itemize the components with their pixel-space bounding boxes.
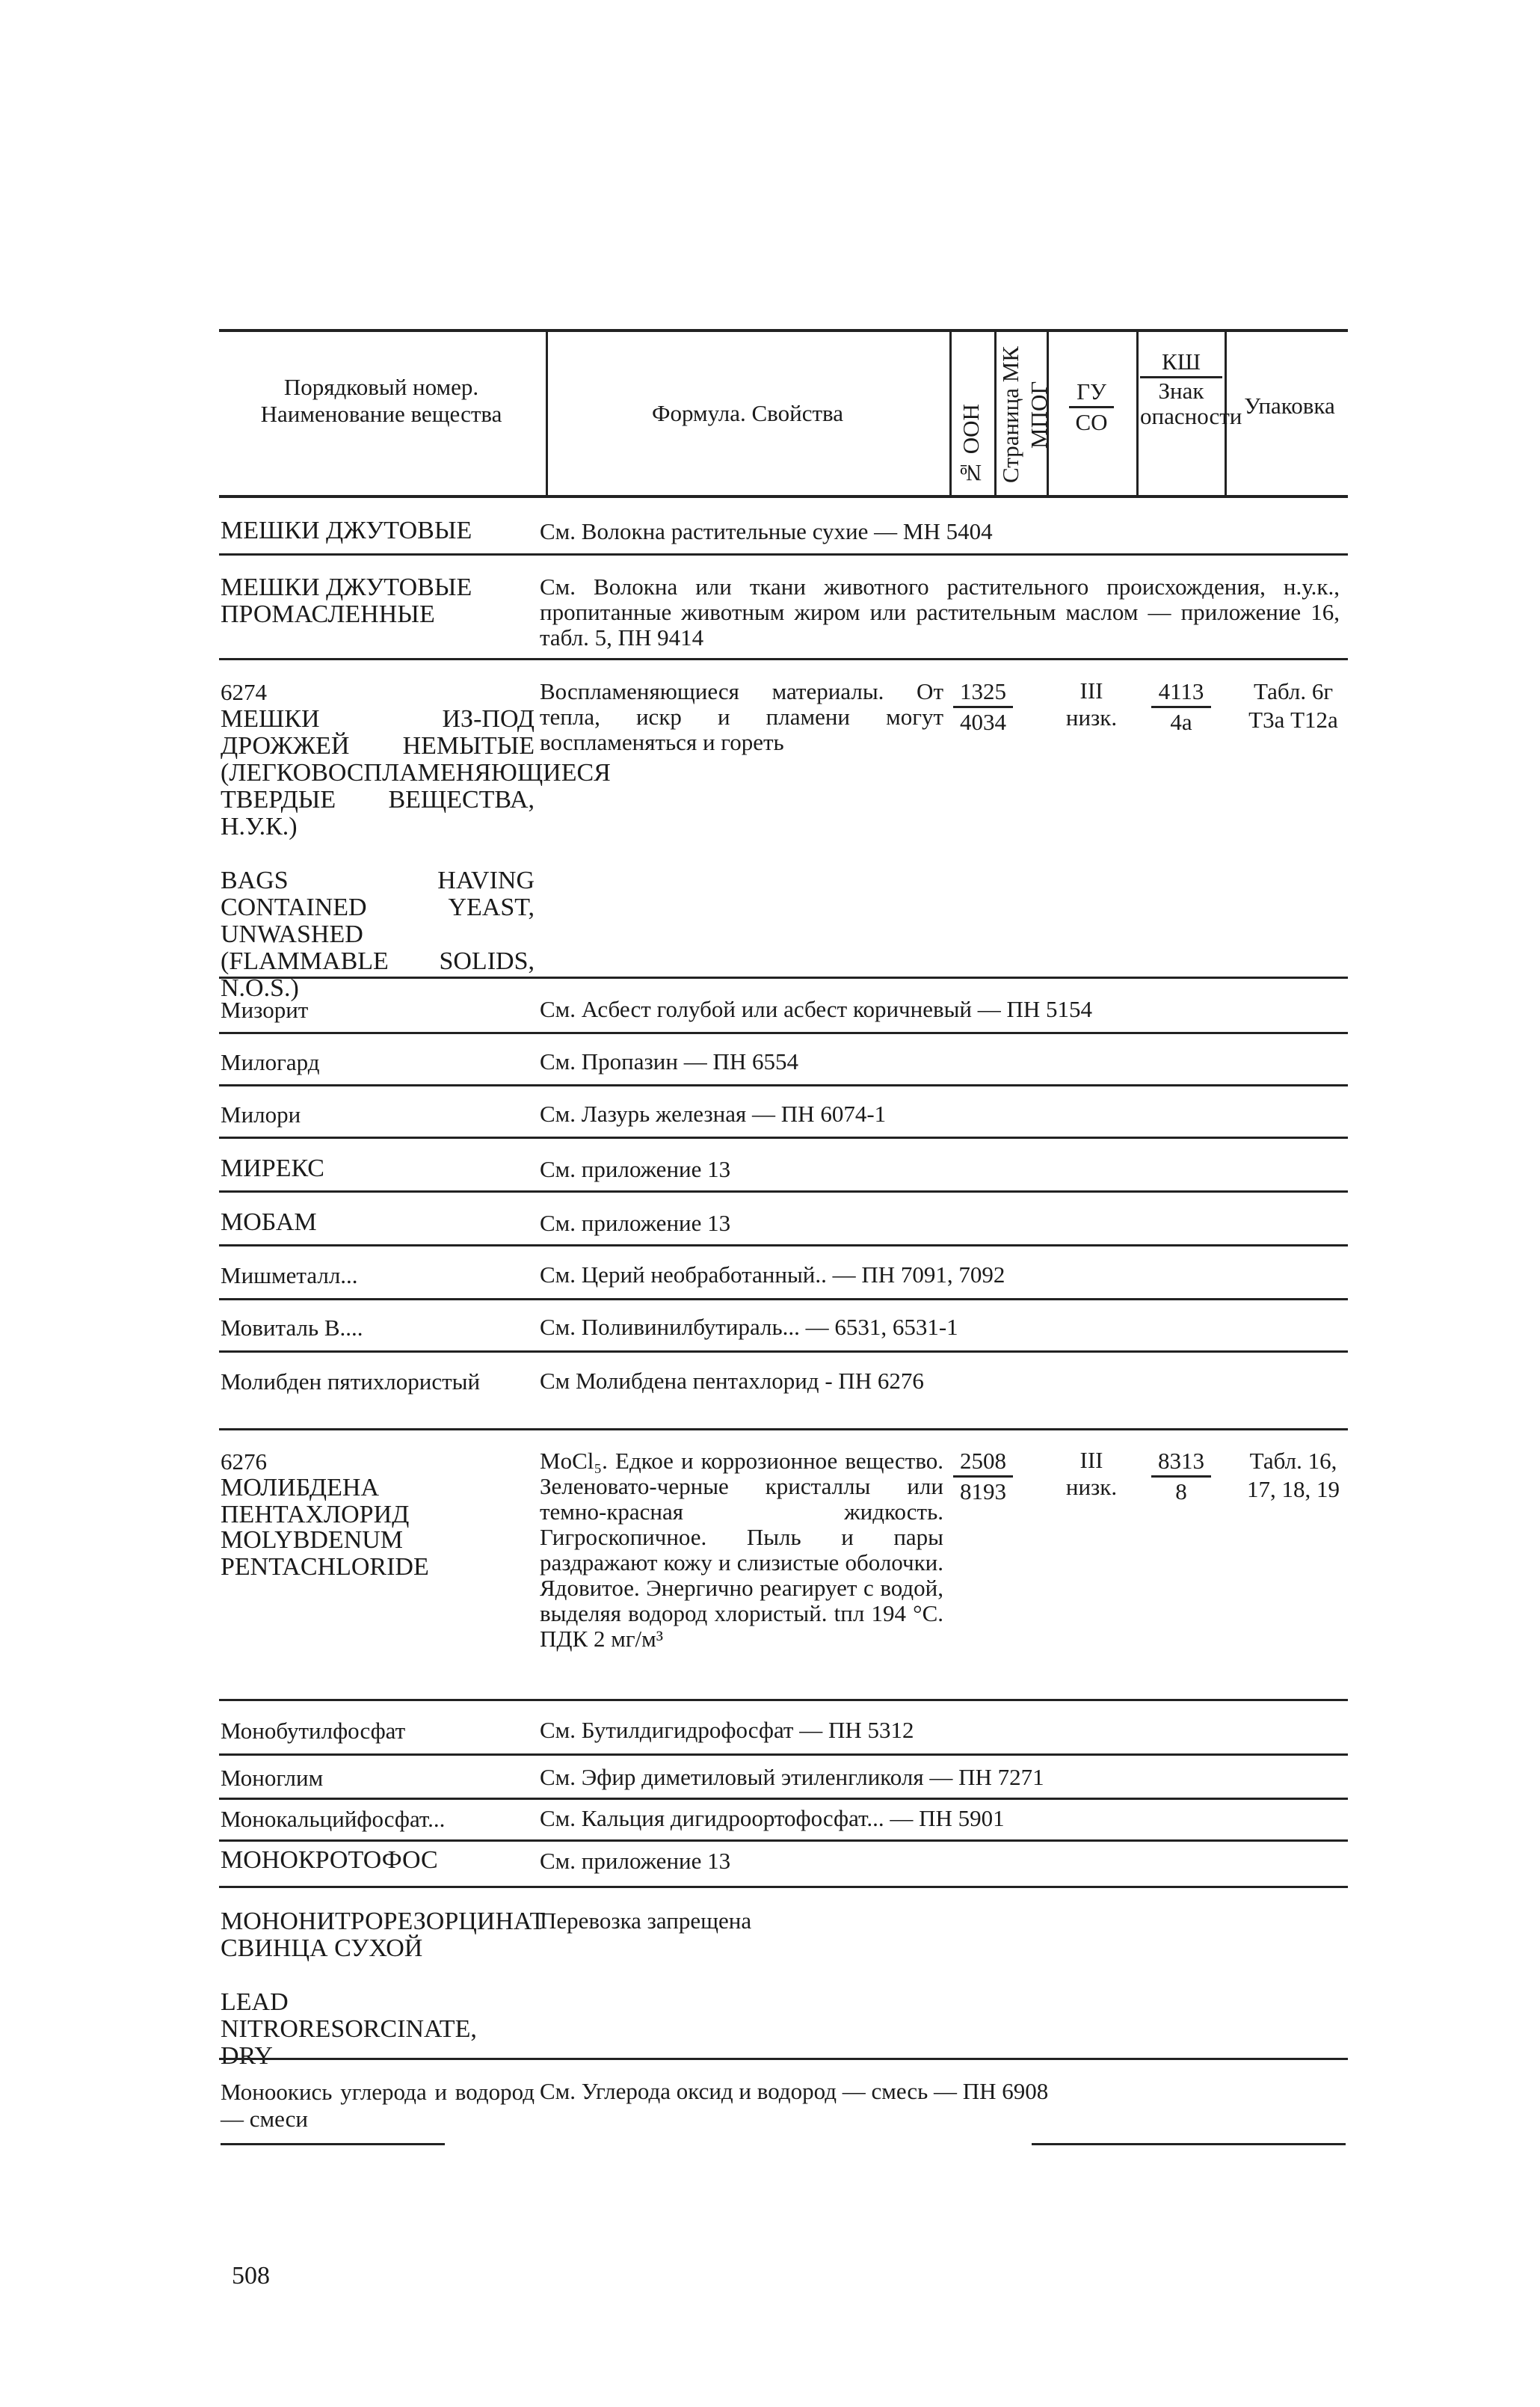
table-top-rule: [219, 329, 1348, 332]
row-rule: [219, 1839, 1348, 1842]
col-divider: [546, 329, 548, 495]
page-number: 508: [232, 2262, 270, 2290]
row-desc: См. Поливинилбутираль... — 6531, 6531-1: [540, 1314, 958, 1340]
row-rule: [219, 658, 1348, 660]
row-name: Милори: [221, 1101, 301, 1128]
row-rule: [1032, 2143, 1346, 2145]
row-name: Моноглим: [221, 1765, 324, 1791]
un-number: $\frac{2508}{8193}$: [953, 1447, 1013, 1506]
row-number: 6276: [221, 1448, 267, 1475]
row-rule: [219, 1753, 1348, 1756]
row-name: Мовиталь В....: [221, 1315, 363, 1341]
row-name: Мизорит: [221, 997, 309, 1023]
row-rule: [219, 2058, 1348, 2060]
header-ksh: КШ Знак опасности: [1140, 348, 1242, 429]
row-name: МЕШКИ ДЖУТОВЫЕ: [221, 517, 472, 544]
row-name: МОБАМ: [221, 1208, 317, 1236]
header-pack: Упаковка: [1244, 393, 1335, 419]
header-page: Страница МК МПОГ: [997, 346, 1052, 484]
row-name-ru: МОНОНИТРОРЕЗОРЦИНАТ СВИНЦА СУХОЙ: [221, 1908, 546, 1962]
row-desc: Перевозка запрещена: [540, 1908, 752, 1934]
un-number: $\frac{1325}{4034}$: [953, 677, 1013, 737]
row-desc: См. приложение 13: [540, 1210, 731, 1236]
row-rule: [219, 1190, 1348, 1193]
row-rule: [219, 1886, 1348, 1888]
header-un: № ООН: [958, 404, 984, 486]
row-desc: См Молибдена пентахлорид - ПН 6276: [540, 1368, 924, 1394]
row-name: МИРЕКС: [221, 1155, 324, 1182]
row-name: Милогард: [221, 1049, 320, 1075]
row-name: Молибден пятихлористый: [221, 1368, 481, 1395]
header-bottom-rule: [219, 495, 1348, 498]
row-rule: [219, 1298, 1348, 1300]
row-desc: См. Лазурь железная — ПН 6074-1: [540, 1101, 887, 1127]
row-desc: См. Бутилдигидрофосфат — ПН 5312: [540, 1717, 914, 1743]
row-name: Мишметалл...: [221, 1262, 358, 1288]
row-name-ru: МЕШКИ ИЗ-ПОД ДРОЖЖЕЙ НЕМЫТЫЕ (ЛЕГКОВОСПЛАМЕНЯЮЩИЕСЯ ТВЕРДЫЕ ВЕЩЕСТВА, Н.У.К.): [221, 705, 611, 840]
row-name-ru: МОЛИБДЕНА ПЕНТАХЛОРИД: [221, 1474, 410, 1528]
row-name-en: LEAD NITRORESORCINATE, DRY: [221, 1988, 477, 2070]
row-name: Монокальцийфосфат...: [221, 1806, 446, 1832]
row-number: 6274: [221, 679, 267, 705]
row-desc: См. Кальция дигидроортофосфат... — ПН 5901: [540, 1805, 1005, 1831]
row-rule: [219, 1032, 1348, 1034]
row-desc: См. Углерода оксид и водород — смесь — ПН 6908: [540, 2078, 1049, 2104]
row-name: МОНОКРОТОФОС: [221, 1846, 438, 1874]
row-desc: См. Волокна растительные сухие — МН 5404: [540, 518, 993, 544]
row-rule: [219, 1084, 1348, 1086]
row-name: Монобутилфосфат: [221, 1718, 406, 1744]
row-desc: MoCl₅. Едкое и коррозионное вещество. Зеленовато-черные кристаллы или темно-красная жидкость. Гигроскопичное. Пыль и пары раздражают кожу и слизистые оболочки. Ядовитое. Энергично реагирует с водой, выделяя водород хлористый. tпл 194 °С. ПДК 2 мг/м³: [540, 1448, 943, 1652]
col-divider: [949, 329, 952, 495]
row-name: МЕШКИ ДЖУТОВЫЕ ПРОМАСЛЕННЫЕ: [221, 574, 472, 628]
row-rule: [219, 1137, 1348, 1139]
row-rule: [219, 1244, 1348, 1246]
row-desc: См. приложение 13: [540, 1848, 731, 1874]
row-desc: См. Церий необработанный.. — ПН 7091, 7092: [540, 1261, 1005, 1288]
header-name: Порядковый номер. Наименование вещества: [260, 374, 502, 427]
row-desc: См. Асбест голубой или асбест коричневый — ПН 5154: [540, 996, 1093, 1022]
row-name-en: BAGS HAVING CONTAINED YEAST, UNWASHED (FLAMMABLE SOLIDS, N.O.S.): [221, 867, 535, 1002]
row-rule: [219, 977, 1348, 979]
row-rule: [219, 553, 1348, 556]
row-desc: См. приложение 13: [540, 1156, 731, 1182]
ksh-code: $\frac{8313}{8}$: [1151, 1447, 1211, 1506]
gu-class: III низк.: [1065, 1447, 1118, 1500]
row-rule: [219, 1798, 1348, 1800]
header-gu: ГУ СО: [1069, 378, 1114, 437]
row-rule: [221, 2143, 445, 2145]
row-desc: См. Волокна или ткани животного растительного происхождения, н.у.к., пропитанные животным жиром или растительным маслом — приложение 16, табл. 5, ПН 9414: [540, 574, 1340, 651]
row-rule: [219, 1699, 1348, 1701]
header-formula: Формула. Свойства: [652, 400, 843, 426]
row-desc: Воспламеняющиеся материалы. От тепла, искр и пламени могут воспламеняться и гореть: [540, 678, 943, 755]
packing: Табл. 16, 17, 18, 19: [1247, 1448, 1340, 1502]
ksh-code: 4113 4а: [1151, 677, 1211, 737]
row-name: Моноокись углерода и водород — смеси: [221, 2079, 535, 2132]
row-desc: См. Пропазин — ПН 6554: [540, 1048, 798, 1075]
gu-class: III низк.: [1065, 677, 1118, 731]
row-rule: [219, 1350, 1348, 1353]
row-name-en: MOLYBDENUM PENTACHLORIDE: [221, 1526, 429, 1581]
packing: Табл. 6г Т3а Т12а: [1248, 678, 1338, 733]
col-divider: [1136, 329, 1139, 495]
row-rule: [219, 1428, 1348, 1430]
row-desc: См. Эфир диметиловый этиленгликоля — ПН 7271: [540, 1764, 1044, 1790]
